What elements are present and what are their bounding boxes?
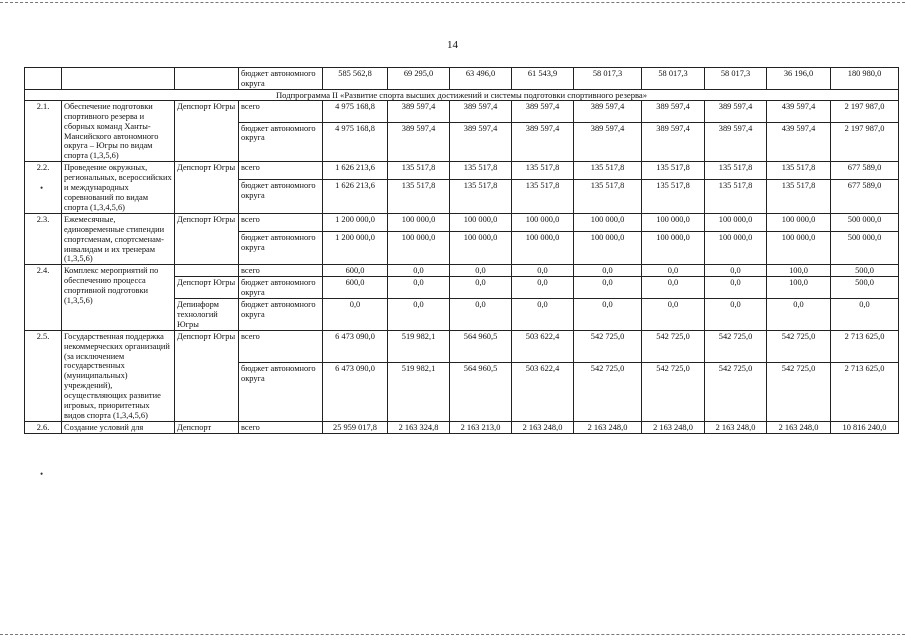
table-row xyxy=(25,162,899,180)
value-cell: 0,0 xyxy=(705,277,767,299)
value-cell: 0,0 xyxy=(642,299,705,331)
executor-cell xyxy=(175,265,239,277)
value-cell: 2 163 248,0 xyxy=(767,421,831,433)
value-cell: 542 725,0 xyxy=(705,330,767,362)
value-cell: 600,0 xyxy=(323,265,388,277)
value-cell: 564 960,5 xyxy=(450,330,512,362)
value-cell: 4 975 168,8 xyxy=(323,100,388,122)
funding-source-cell: бюджет автономного округа xyxy=(239,180,323,213)
item-name-cell: Проведение окружных, региональных, всероссийских и международных соревнований по видам спорта (1,3,4,5,6) xyxy=(62,162,175,214)
value-cell: 389 597,4 xyxy=(450,100,512,122)
value-cell: 439 597,4 xyxy=(767,100,831,122)
subprogram-title: Подпрограмма II «Развитие спорта высших достижений и системы подготовки спортивного резерва» xyxy=(25,89,899,100)
value-cell: 180 980,0 xyxy=(831,68,899,90)
funding-source-cell: всего xyxy=(239,100,323,122)
value-cell: 135 517,8 xyxy=(705,162,767,180)
value-cell: 100 000,0 xyxy=(642,213,705,231)
scan-dot-mark: • xyxy=(40,469,44,479)
value-cell: 1 626 213,6 xyxy=(323,180,388,213)
value-cell: 6 473 090,0 xyxy=(323,330,388,362)
value-cell: 135 517,8 xyxy=(642,162,705,180)
value-cell: 542 725,0 xyxy=(767,362,831,421)
value-cell: 4 975 168,8 xyxy=(323,122,388,162)
value-cell: 10 816 240,0 xyxy=(831,421,899,433)
value-cell: 389 597,4 xyxy=(642,122,705,162)
funding-source-cell: бюджет автономного округа xyxy=(239,122,323,162)
value-cell: 0,0 xyxy=(574,265,642,277)
value-cell: 58 017,3 xyxy=(642,68,705,90)
value-cell: 135 517,8 xyxy=(574,162,642,180)
value-cell: 389 597,4 xyxy=(388,122,450,162)
empty-name-cell xyxy=(62,68,175,90)
value-cell: 0,0 xyxy=(705,265,767,277)
value-cell: 600,0 xyxy=(323,277,388,299)
budget-table xyxy=(24,67,899,434)
value-cell: 100 000,0 xyxy=(574,213,642,231)
executor-cell: Депинформ технологий Югры xyxy=(175,299,239,331)
scan-dot-mark: • xyxy=(40,183,44,193)
value-cell: 500,0 xyxy=(831,277,899,299)
value-cell: 100 000,0 xyxy=(450,231,512,264)
value-cell: 100 000,0 xyxy=(705,213,767,231)
value-cell: 389 597,4 xyxy=(512,100,574,122)
scan-bottom-edge xyxy=(0,634,905,635)
value-cell: 0,0 xyxy=(767,299,831,331)
value-cell: 519 982,1 xyxy=(388,362,450,421)
value-cell: 389 597,4 xyxy=(388,100,450,122)
value-cell: 135 517,8 xyxy=(450,180,512,213)
value-cell: 2 163 213,0 xyxy=(450,421,512,433)
value-cell: 0,0 xyxy=(574,299,642,331)
executor-cell: Депспорт Югры xyxy=(175,100,239,161)
table-row xyxy=(25,100,899,122)
item-code-cell: 2.1. xyxy=(25,100,62,161)
item-name-cell: Комплекс мероприятий по обеспечению процесса спортивной подготовки (1,3,5,6) xyxy=(62,265,175,330)
value-cell: 542 725,0 xyxy=(705,362,767,421)
table-row xyxy=(25,330,899,362)
value-cell: 2 713 625,0 xyxy=(831,330,899,362)
value-cell: 0,0 xyxy=(450,299,512,331)
funding-source-cell: бюджет автономного округа xyxy=(239,362,323,421)
value-cell: 135 517,8 xyxy=(512,180,574,213)
budget-table-body xyxy=(25,68,899,434)
funding-source-cell: бюджет автономного округа xyxy=(239,299,323,331)
value-cell: 2 197 987,0 xyxy=(831,100,899,122)
value-cell: 100,0 xyxy=(767,277,831,299)
value-cell: 100 000,0 xyxy=(388,213,450,231)
value-cell: 2 163 248,0 xyxy=(705,421,767,433)
value-cell: 100 000,0 xyxy=(512,213,574,231)
table-row xyxy=(25,213,899,231)
value-cell: 564 960,5 xyxy=(450,362,512,421)
value-cell: 503 622,4 xyxy=(512,330,574,362)
value-cell: 542 725,0 xyxy=(574,362,642,421)
value-cell: 25 959 017,8 xyxy=(323,421,388,433)
value-cell: 0,0 xyxy=(323,299,388,331)
item-code-cell: 2.3. xyxy=(25,213,62,265)
executor-cell: Депспорт Югры xyxy=(175,277,239,299)
value-cell: 0,0 xyxy=(512,265,574,277)
value-cell: 500,0 xyxy=(831,265,899,277)
value-cell: 100 000,0 xyxy=(705,231,767,264)
item-name-cell: Обеспечение подготовки спортивного резерва и сборных команд Ханты-Мансийского автономного округа – Югры по видам спорта (1,3,5,6) xyxy=(62,100,175,161)
value-cell: 500 000,0 xyxy=(831,213,899,231)
value-cell: 0,0 xyxy=(388,299,450,331)
value-cell: 100 000,0 xyxy=(767,231,831,264)
subprogram-header-row xyxy=(25,89,899,100)
value-cell: 519 982,1 xyxy=(388,330,450,362)
executor-cell: Депспорт Югры xyxy=(175,330,239,421)
item-code-cell: 2.6. xyxy=(25,421,62,433)
value-cell: 0,0 xyxy=(831,299,899,331)
executor-cell: Депспорт xyxy=(175,421,239,433)
value-cell: 135 517,8 xyxy=(767,162,831,180)
value-cell: 389 597,4 xyxy=(450,122,512,162)
value-cell: 100 000,0 xyxy=(574,231,642,264)
value-cell: 542 725,0 xyxy=(767,330,831,362)
value-cell: 6 473 090,0 xyxy=(323,362,388,421)
value-cell: 100 000,0 xyxy=(767,213,831,231)
table-row xyxy=(25,265,899,277)
page-number: 14 xyxy=(447,39,458,51)
funding-source-cell: всего xyxy=(239,213,323,231)
table-row xyxy=(25,421,899,433)
value-cell: 135 517,8 xyxy=(767,180,831,213)
value-cell: 389 597,4 xyxy=(705,122,767,162)
value-cell: 389 597,4 xyxy=(574,100,642,122)
value-cell: 389 597,4 xyxy=(512,122,574,162)
value-cell: 0,0 xyxy=(705,299,767,331)
funding-source-cell: всего xyxy=(239,421,323,433)
value-cell: 135 517,8 xyxy=(705,180,767,213)
value-cell: 0,0 xyxy=(642,265,705,277)
value-cell: 0,0 xyxy=(642,277,705,299)
value-cell: 677 589,0 xyxy=(831,180,899,213)
executor-cell: Депспорт Югры xyxy=(175,213,239,265)
empty-code-cell xyxy=(25,68,62,90)
scan-top-edge xyxy=(0,2,905,3)
value-cell: 1 626 213,6 xyxy=(323,162,388,180)
value-cell: 2 163 248,0 xyxy=(512,421,574,433)
funding-source-cell: всего xyxy=(239,162,323,180)
value-cell: 36 196,0 xyxy=(767,68,831,90)
table-row xyxy=(25,68,899,90)
value-cell: 389 597,4 xyxy=(705,100,767,122)
funding-source-cell: всего xyxy=(239,330,323,362)
value-cell: 2 163 324,8 xyxy=(388,421,450,433)
value-cell: 2 163 248,0 xyxy=(574,421,642,433)
item-name-cell: Создание условий для xyxy=(62,421,175,433)
value-cell: 542 725,0 xyxy=(574,330,642,362)
empty-executor-cell xyxy=(175,68,239,90)
value-cell: 63 496,0 xyxy=(450,68,512,90)
value-cell: 58 017,3 xyxy=(574,68,642,90)
executor-cell: Депспорт Югры xyxy=(175,162,239,214)
value-cell: 503 622,4 xyxy=(512,362,574,421)
funding-source-cell: бюджет автономного округа xyxy=(239,231,323,264)
item-code-cell: 2.5. xyxy=(25,330,62,421)
value-cell: 0,0 xyxy=(450,265,512,277)
item-code-cell: 2.2. xyxy=(25,162,62,214)
value-cell: 100 000,0 xyxy=(512,231,574,264)
value-cell: 542 725,0 xyxy=(642,330,705,362)
value-cell: 2 197 987,0 xyxy=(831,122,899,162)
value-cell: 100 000,0 xyxy=(450,213,512,231)
value-cell: 0,0 xyxy=(450,277,512,299)
value-cell: 389 597,4 xyxy=(642,100,705,122)
value-cell: 585 562,8 xyxy=(323,68,388,90)
item-name-cell: Государственная поддержка некоммерческих организаций (за исключением государственных (муниципальных) учреждений), осуществляющих развитие игровых, приоритетных видов спорта (1,3,4,5,6) xyxy=(62,330,175,421)
value-cell: 1 200 000,0 xyxy=(323,231,388,264)
value-cell: 135 517,8 xyxy=(388,162,450,180)
value-cell: 58 017,3 xyxy=(705,68,767,90)
value-cell: 0,0 xyxy=(512,277,574,299)
value-cell: 135 517,8 xyxy=(642,180,705,213)
value-cell: 0,0 xyxy=(574,277,642,299)
value-cell: 677 589,0 xyxy=(831,162,899,180)
value-cell: 0,0 xyxy=(388,265,450,277)
value-cell: 542 725,0 xyxy=(642,362,705,421)
value-cell: 439 597,4 xyxy=(767,122,831,162)
value-cell: 69 295,0 xyxy=(388,68,450,90)
value-cell: 1 200 000,0 xyxy=(323,213,388,231)
value-cell: 61 543,9 xyxy=(512,68,574,90)
value-cell: 2 713 625,0 xyxy=(831,362,899,421)
value-cell: 135 517,8 xyxy=(512,162,574,180)
value-cell: 135 517,8 xyxy=(388,180,450,213)
value-cell: 100 000,0 xyxy=(642,231,705,264)
item-name-cell: Ежемесячные, единовременные стипендии спортсменам, спортсменам-инвалидам и их тренерам (1,3,5,6) xyxy=(62,213,175,265)
value-cell: 0,0 xyxy=(512,299,574,331)
value-cell: 0,0 xyxy=(388,277,450,299)
item-code-cell: 2.4. xyxy=(25,265,62,330)
funding-source-cell: бюджет автономного округа xyxy=(239,277,323,299)
budget-table-wrapper xyxy=(24,67,899,434)
funding-source-cell: бюджет автономного округа xyxy=(239,68,323,90)
value-cell: 135 517,8 xyxy=(574,180,642,213)
value-cell: 135 517,8 xyxy=(450,162,512,180)
funding-source-cell: всего xyxy=(239,265,323,277)
value-cell: 389 597,4 xyxy=(574,122,642,162)
value-cell: 500 000,0 xyxy=(831,231,899,264)
value-cell: 100,0 xyxy=(767,265,831,277)
value-cell: 2 163 248,0 xyxy=(642,421,705,433)
value-cell: 100 000,0 xyxy=(388,231,450,264)
